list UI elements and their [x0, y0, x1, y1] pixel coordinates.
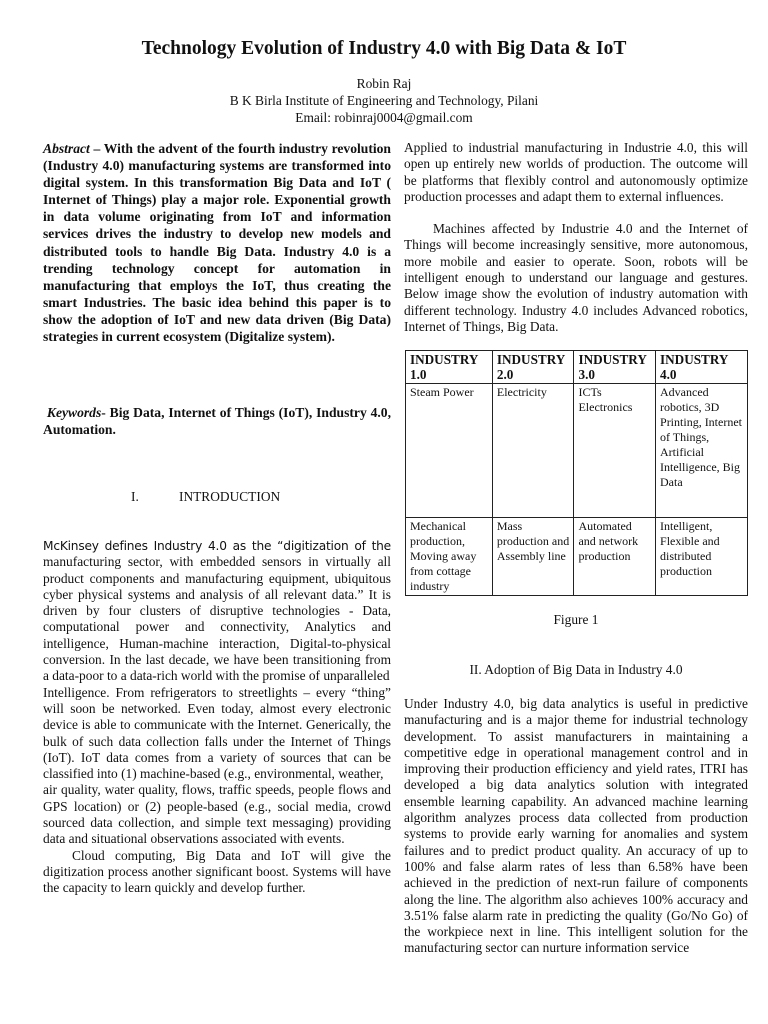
- table-cell: Automated and network production: [574, 518, 656, 596]
- table-header-cell: INDUSTRY 1.0: [406, 351, 493, 384]
- right-column-body: [404, 140, 748, 335]
- author-affiliation: B K Birla Institute of Engineering and Technology, Pilani: [229, 93, 539, 108]
- intro-paragraph: [43, 538, 391, 685]
- section-heading-adoption: II. Adoption of Big Data in Industry 4.0: [469, 662, 683, 677]
- keywords-text: - Big Data, Internet of Things (IoT), Industry 4.0, Automation.: [43, 405, 391, 438]
- intro-paragraph: Cloud computing, Big Data and IoT will give the digitization process another significant boost. Systems will have the capacity to learn quickly and develop further.: [43, 847, 391, 896]
- keywords: [43, 404, 391, 438]
- section-number: I.: [131, 489, 139, 504]
- table-cell: ICTs Electronics: [574, 384, 656, 518]
- table-header-cell: INDUSTRY 2.0: [492, 351, 574, 384]
- industry-evolution-table: [405, 350, 748, 596]
- author-email: Email: robinraj0004@gmail.com: [295, 110, 473, 125]
- table-row: [406, 518, 748, 596]
- section-title: INTRODUCTION: [179, 489, 281, 504]
- abstract-text: – With the advent of the fourth industry revolution (Industry 4.0) manufacturing systems are transformed into digital system. In this transformation Big Data and IoT ( Internet of Things) play a major role. Exponential growth in data volume originating from IoT and information services drives the industry to develop new models and distributed tools to handle Big Data. Industry 4.0 is a trending technology concept for automation in manufacturing that employs the IoT, thus creating the smart Industries. The basic idea behind this paper is to show the adoption of IoT and new data driven (Big Data) strategies in current ecosystem (Digitalize system).: [43, 141, 391, 345]
- table-cell: Mechanical production, Moving away from cottage industry: [406, 518, 493, 596]
- table-header-cell: INDUSTRY 3.0: [574, 351, 656, 384]
- paper-title: Technology Evolution of Industry 4.0 with Big Data & IoT: [141, 38, 627, 59]
- table-cell: Mass production and Assembly line: [492, 518, 574, 596]
- table-cell: Electricity: [492, 384, 574, 518]
- table-cell: Intelligent, Flexible and distributed production: [656, 518, 748, 596]
- body-paragraph: Machines affected by Industrie 4.0 and the Internet of Things will become increasingly sensitive, more autonomous, more mobile and easier to operate. Soon, robots will be intelligent enough to understand our language and gestures. Below image show the evolution of industry automation with different technology. Industry 4.0 includes Advanced robotics, Internet of Things, Big Data.: [404, 221, 748, 334]
- figure-caption: Figure 1: [553, 612, 599, 627]
- intro-sans-line: McKinsey defines Industry 4.0 as the “digitization of the: [43, 539, 391, 553]
- body-paragraph: Applied to industrial manufacturing in Industrie 4.0, this will open up entirely new worlds of production. The outcome will be platforms that flexibly control and autonomously optimize production processes and adapt them to external influences.: [404, 140, 748, 204]
- table-cell: Advanced robotics, 3D Printing, Internet of Things, Artificial Intelligence, Big Data: [656, 384, 748, 518]
- intro-paragraph: air quality, water quality, flows, traffic speeds, people flows and GPS location) or (2) people-based (e.g., social media, crowd sourced data collection, and simple text messaging) providing data and situational observations associated with events.: [43, 782, 391, 847]
- introduction-body: [43, 538, 391, 897]
- author-name: Robin Raj: [356, 76, 412, 91]
- abstract-label: Abstract: [43, 141, 90, 156]
- intro-paragraph: Intelligence. From refrigerators to streetlights – every “thing” will soon be networked. Even today, almost every electronic device is able to communicate with the Internet. Generically, the bulk of such data collection falls under the Internet of Things (IoT). IoT data comes from a variety of sources that can be classified into (1) machine-based (e.g., environmental, weather,: [43, 684, 391, 782]
- body-paragraph: Under Industry 4.0, big data analytics is useful in predictive manufacturing and is a major theme for industrial technology development. To assist manufacturers in maintaining a competitive edge in operational management control and in improving their production efficiency and yield rates, ITRI has developed a big data analytics solution with integrated ensemble learning capability. An advanced machine learning algorithm analyzes process data collected from production systems to provide early warning for anomalies and system failures and to predict product quality. An accuracy of up to 100% and false alarm rates of less than 6.58% have been achieved in the prediction of next-run failure of components along the line. The algorithm also achieves 100% accuracy and 3.51% false alarm rate in predicting the quality (Go/No Go) of the workpiece next in line. This intelligent solution for the manufacturing sector can nurture information service: [404, 696, 748, 956]
- table-header-cell: INDUSTRY 4.0: [656, 351, 748, 384]
- keywords-label: Keywords: [46, 405, 102, 420]
- table-row: [406, 384, 748, 518]
- adoption-body: [404, 696, 748, 957]
- intro-text: manufacturing sector, with embedded sensors in virtually all product components and manufacturing equipment, ubiquitous cyber physical systems and analysis of all relevant data.” It is driven by four clusters of disruptive technologies - Data, computational power and connectivity, Analytics and intelligence, Human-machine interaction, Digital-to-physical conversion. In the last decade, we have been transitioning from a data-poor to a data-rich world with the promise of unparalleled: [43, 554, 391, 684]
- table-header-row: [406, 351, 748, 384]
- table-cell: Steam Power: [406, 384, 493, 518]
- abstract: [43, 140, 391, 345]
